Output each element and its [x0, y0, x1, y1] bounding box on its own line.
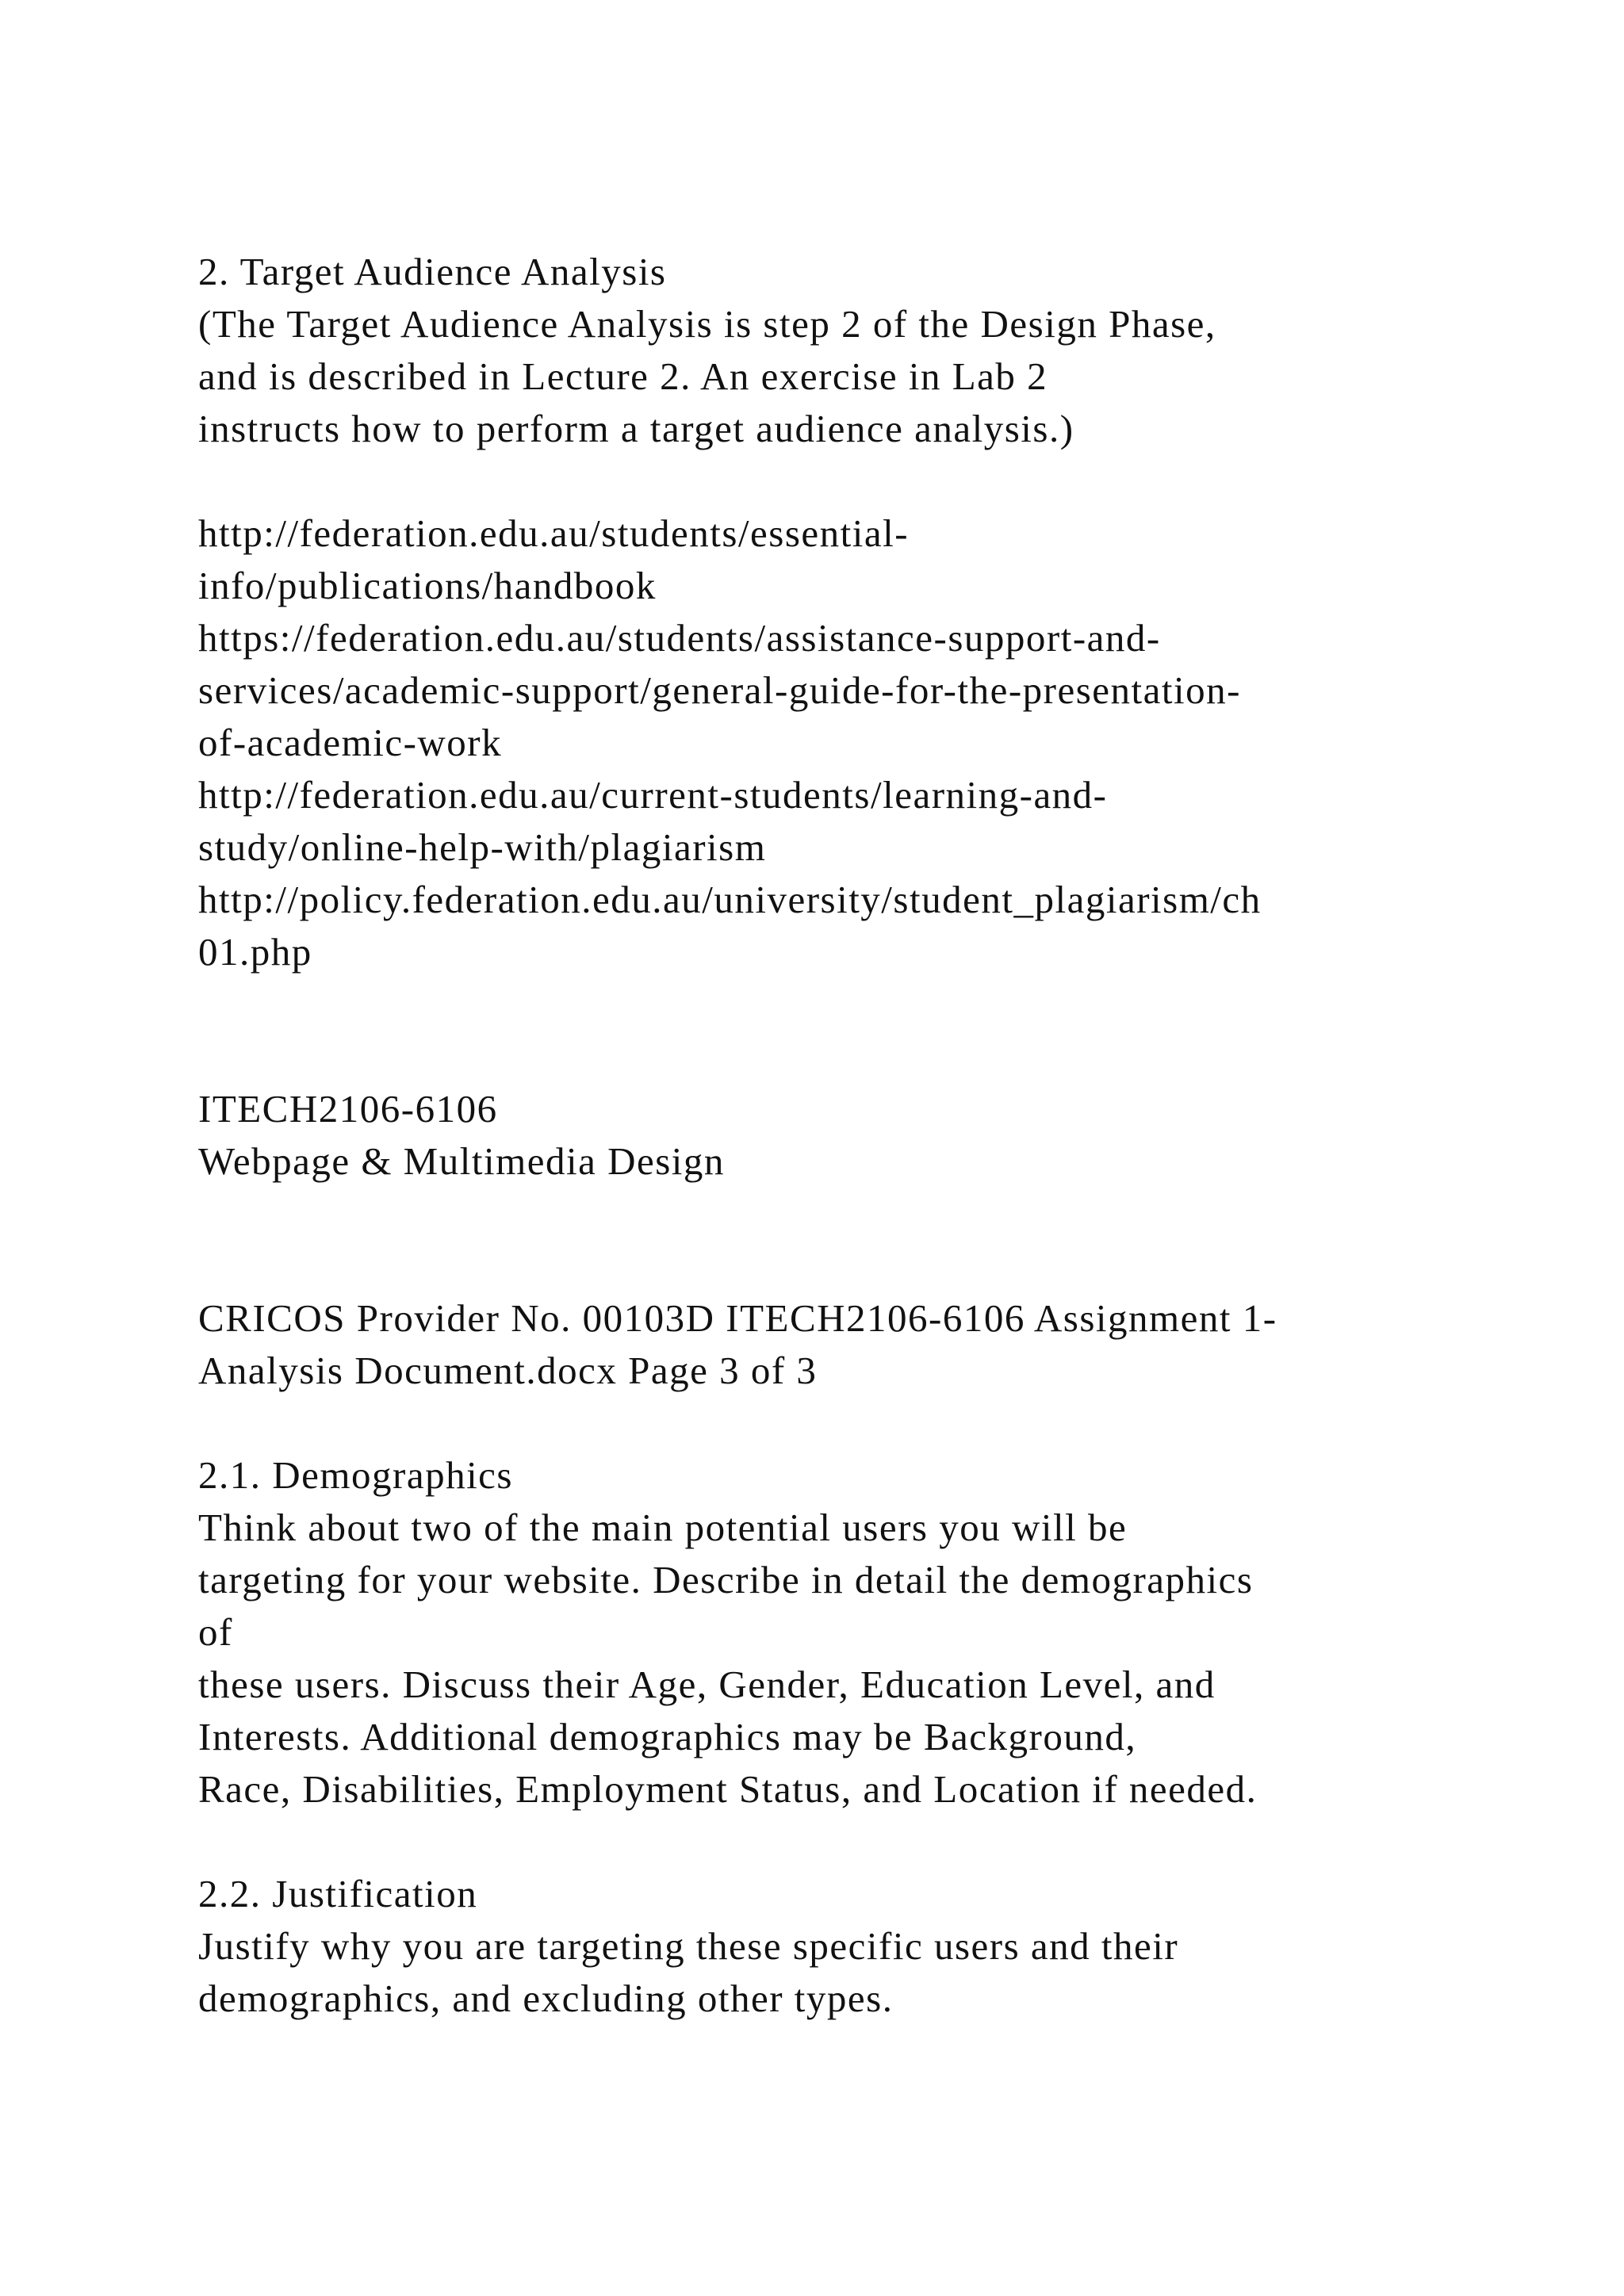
link-text: http://federation.edu.au/students/essential-: [198, 511, 910, 555]
link-text: http://federation.edu.au/current-students/learning-and-: [198, 773, 1108, 817]
link-text: of-academic-work: [198, 721, 503, 764]
demographics-heading: 2.1. Demographics: [198, 1453, 513, 1497]
spacer: [198, 1816, 1546, 1868]
link-text: study/online-help-with/plagiarism: [198, 825, 767, 869]
justification-line: Justify why you are targeting these specific users and their: [198, 1924, 1179, 1968]
demographics-line: targeting for your website. Describe in detail the demographics: [198, 1558, 1254, 1601]
link-text: http://policy.federation.edu.au/university/student_plagiarism/ch: [198, 878, 1262, 921]
justification-line: demographics, and excluding other types.: [198, 1976, 894, 2020]
spacer: [198, 1397, 1546, 1449]
course-code: ITECH2106-6106: [198, 1087, 498, 1131]
demographics-line: Race, Disabilities, Employment Status, and Location if needed.: [198, 1767, 1258, 1811]
demographics-line: Interests. Additional demographics may be Background,: [198, 1715, 1137, 1758]
spacer: [198, 455, 1546, 507]
intro-line: (The Target Audience Analysis is step 2 of the Design Phase,: [198, 302, 1216, 346]
link-text: services/academic-support/general-guide-for-the-presentation-: [198, 668, 1241, 712]
demographics-line: Think about two of the main potential users you will be: [198, 1506, 1128, 1549]
link-text: info/publications/handbook: [198, 564, 657, 607]
justification-heading: 2.2. Justification: [198, 1872, 478, 1915]
demographics-line: these users. Discuss their Age, Gender, Education Level, and: [198, 1663, 1216, 1706]
spacer: [198, 1188, 1546, 1292]
link-text: 01.php: [198, 930, 312, 974]
link-text: https://federation.edu.au/students/assistance-support-and-: [198, 616, 1161, 660]
course-name: Webpage & Multimedia Design: [198, 1139, 725, 1183]
footer-line: Analysis Document.docx Page 3 of 3: [198, 1349, 818, 1392]
footer-line: CRICOS Provider No. 00103D ITECH2106-6106 Assignment 1-: [198, 1296, 1277, 1340]
demographics-line: of: [198, 1610, 233, 1654]
intro-line: instructs how to perform a target audience analysis.): [198, 407, 1074, 450]
section-heading-target-audience: 2. Target Audience Analysis: [198, 250, 667, 293]
intro-line: and is described in Lecture 2. An exercise in Lab 2: [198, 354, 1048, 398]
spacer: [198, 978, 1546, 1083]
document-page: [198, 246, 1546, 2025]
